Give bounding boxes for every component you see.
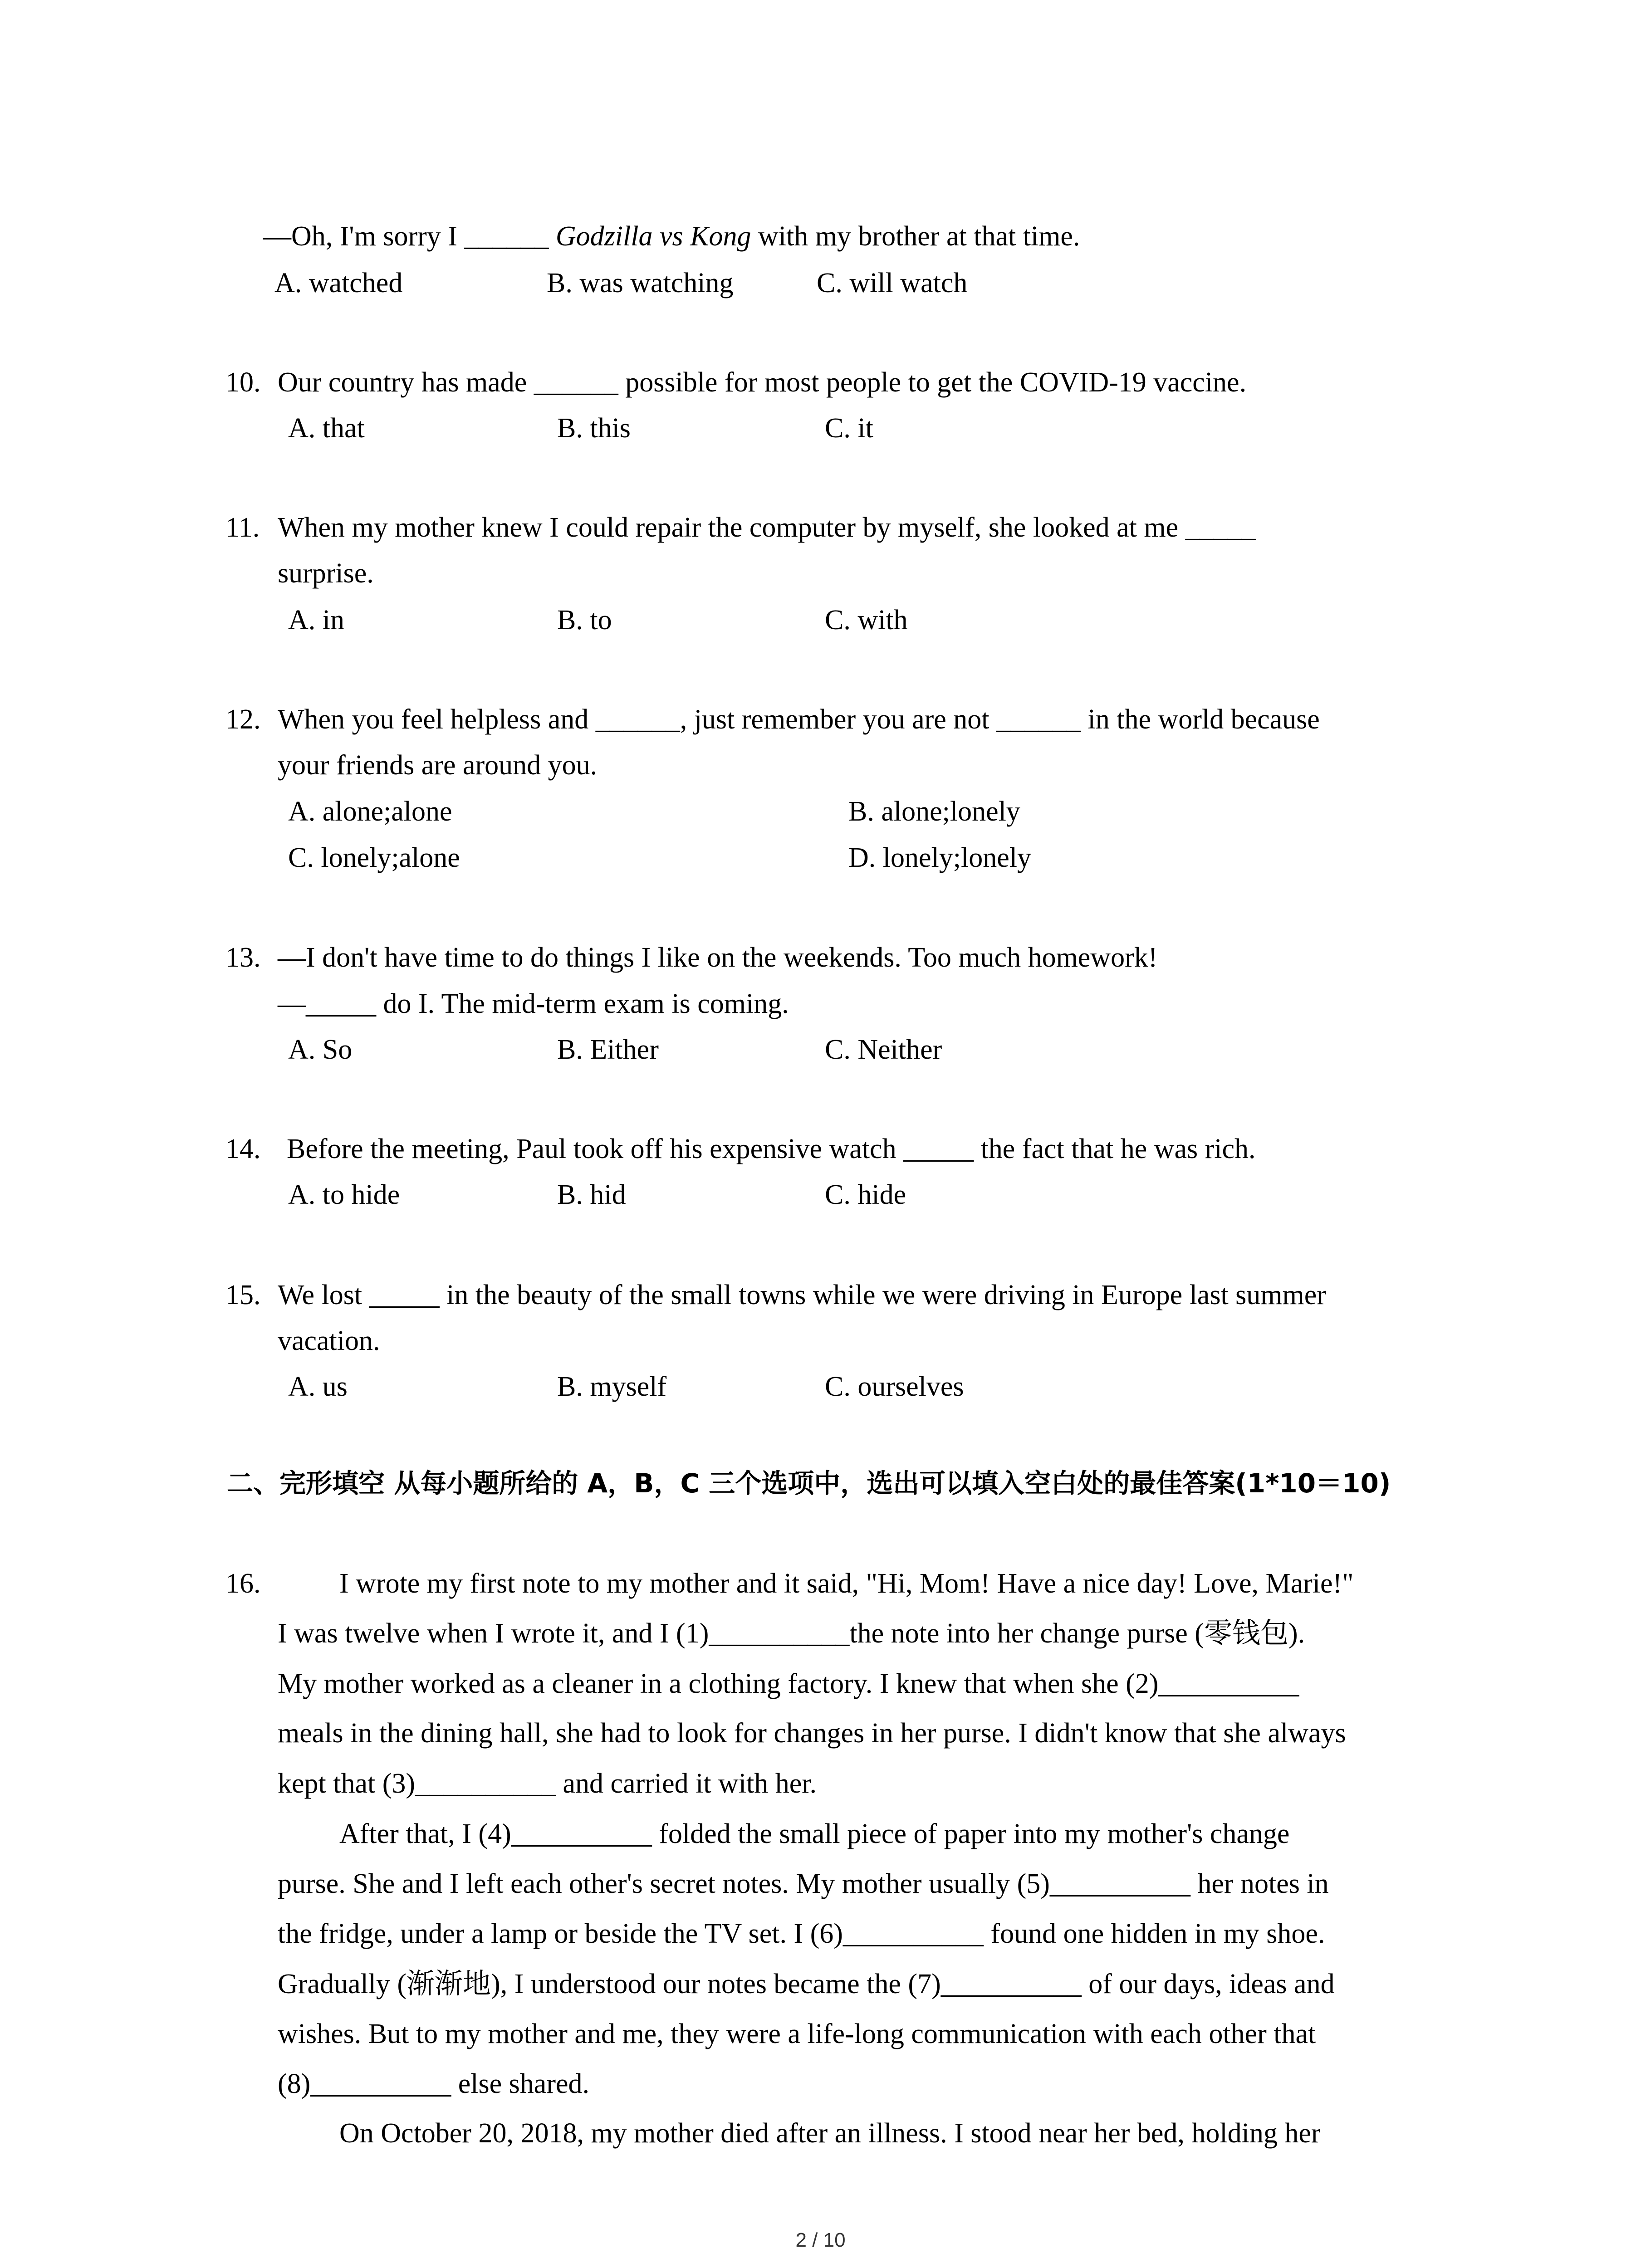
q16-line-10: wishes. But to my mother and me, they were a life-long communication with each other that <box>278 2019 1316 2049</box>
q16-line-6: After that, I (4)__________ folded the small piece of paper into my mother's change <box>339 1818 1290 1849</box>
q10-option-c[interactable]: C. it <box>825 413 873 444</box>
q15-text-line2: vacation. <box>278 1325 380 1356</box>
q13-option-b[interactable]: B. Either <box>557 1034 659 1065</box>
q9-option-c[interactable]: C. will watch <box>817 268 968 298</box>
q12-number: 12. <box>225 704 261 735</box>
q15-number: 15. <box>225 1280 261 1310</box>
q16-line-4: meals in the dining hall, she had to look for changes in her purse. I didn't know that she always <box>278 1718 1346 1749</box>
q12-option-d[interactable]: D. lonely;lonely <box>848 842 1031 873</box>
q14-text: Before the meeting, Paul took off his expensive watch _____ the fact that he was rich. <box>287 1134 1256 1164</box>
q12-text-line2: your friends are around you. <box>278 750 598 781</box>
q12-text-line1: When you feel helpless and ______, just remember you are not ______ in the world because <box>278 704 1320 735</box>
q10-option-b[interactable]: B. this <box>557 413 631 444</box>
q13-option-c[interactable]: C. Neither <box>825 1034 942 1065</box>
q9-option-a[interactable]: A. watched <box>274 268 403 298</box>
q13-text-line1: —I don't have time to do things I like on the weekends. Too much homework! <box>278 942 1158 973</box>
q14-option-b[interactable]: B. hid <box>557 1179 626 1210</box>
q14-option-c[interactable]: C. hide <box>825 1179 906 1210</box>
q14-number: 14. <box>225 1134 261 1164</box>
q16-line-7: purse. She and I left each other's secret notes. My mother usually (5)__________ her notes in <box>278 1868 1329 1899</box>
q11-option-a[interactable]: A. in <box>288 605 344 635</box>
q12-option-a[interactable]: A. alone;alone <box>288 796 452 827</box>
page-number: 2 / 10 <box>795 2229 846 2251</box>
q16-number: 16. <box>225 1568 261 1599</box>
q9-reply: —Oh, I'm sorry I ______ Godzilla vs Kong with my brother at that time. <box>263 221 1080 252</box>
q16-line-9: Gradually (渐渐地), I understood our notes became the (7)__________ of our days, ideas and <box>278 1969 1335 1999</box>
q16-line-8: the fridge, under a lamp or beside the TV set. I (6)__________ found one hidden in my shoe. <box>278 1918 1325 1949</box>
q11-option-c[interactable]: C. with <box>825 605 908 635</box>
section-heading-cloze: 二、完形填空 从每小题所给的 A，B，C 三个选项中，选出可以填入空白处的最佳答案(1*10＝10) <box>227 1468 1391 1499</box>
q15-option-c[interactable]: C. ourselves <box>825 1371 964 1402</box>
q14-option-a[interactable]: A. to hide <box>288 1179 400 1210</box>
q16-line-12: On October 20, 2018, my mother died after an illness. I stood near her bed, holding her <box>339 2118 1321 2149</box>
q10-text: Our country has made ______ possible for most people to get the COVID-19 vaccine. <box>278 367 1247 398</box>
q13-number: 13. <box>225 942 261 973</box>
q11-number: 11. <box>225 512 260 543</box>
q12-option-c[interactable]: C. lonely;alone <box>288 842 460 873</box>
q11-option-b[interactable]: B. to <box>557 605 612 635</box>
q16-line-1: I wrote my first note to my mother and it said, "Hi, Mom! Have a nice day! Love, Marie!" <box>339 1568 1354 1599</box>
q10-option-a[interactable]: A. that <box>288 413 365 444</box>
q11-text-line1: When my mother knew I could repair the computer by myself, she looked at me _____ <box>278 512 1256 543</box>
q16-line-11: (8)__________ else shared. <box>278 2068 589 2099</box>
q12-option-b[interactable]: B. alone;lonely <box>848 796 1020 827</box>
q15-option-b[interactable]: B. myself <box>557 1371 667 1402</box>
q16-line-5: kept that (3)__________ and carried it with her. <box>278 1768 817 1799</box>
q13-option-a[interactable]: A. So <box>288 1034 353 1065</box>
q11-text-line2: surprise. <box>278 558 374 589</box>
q13-text-line2: —_____ do I. The mid-term exam is coming. <box>278 988 789 1019</box>
q16-line-3: My mother worked as a cleaner in a clothing factory. I knew that when she (2)__________ <box>278 1668 1299 1699</box>
q15-option-a[interactable]: A. us <box>288 1371 348 1402</box>
q10-number: 10. <box>225 367 261 398</box>
q16-line-2: I was twelve when I wrote it, and I (1)__________the note into her change purse (零钱包). <box>278 1618 1305 1649</box>
q9-option-b[interactable]: B. was watching <box>547 268 734 298</box>
q15-text-line1: We lost _____ in the beauty of the small towns while we were driving in Europe last summer <box>278 1280 1326 1310</box>
